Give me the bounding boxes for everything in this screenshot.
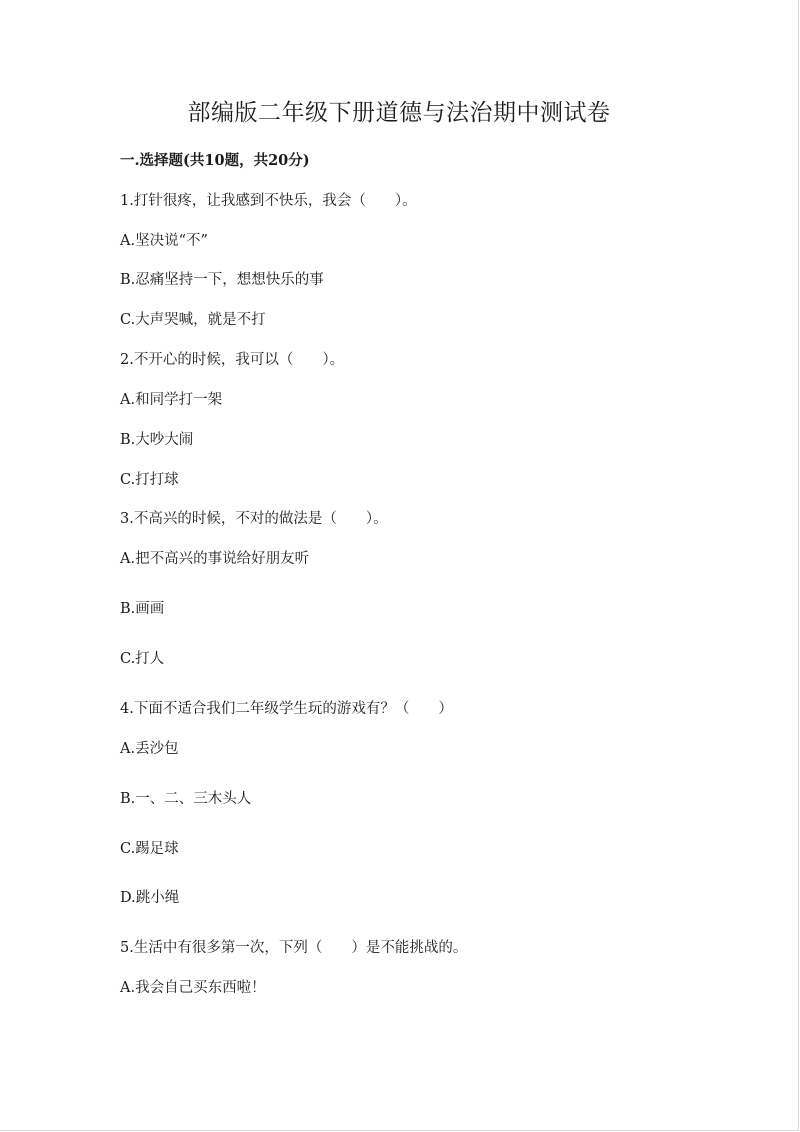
question-1-option-a: A.坚决说“不” <box>120 233 208 249</box>
question-1-stem: 1.打针很疼，让我感到不快乐，我会（ ）。 <box>120 193 417 209</box>
question-4-option-d: D.跳小绳 <box>120 890 180 906</box>
question-3-stem: 3.不高兴的时候，不对的做法是（ ）。 <box>120 511 388 527</box>
question-1-option-b: B.忍痛坚持一下，想想快乐的事 <box>120 272 324 288</box>
question-2-option-c: C.打打球 <box>120 472 179 488</box>
question-4-stem: 4.下面不适合我们二年级学生玩的游戏有？（ ） <box>120 701 453 717</box>
question-3-option-b: B.画画 <box>120 601 165 617</box>
question-4-option-b: B.一、二、三木头人 <box>120 791 252 807</box>
question-4-option-a: A.丢沙包 <box>120 741 179 757</box>
question-5-stem: 5.生活中有很多第一次，下列（ ）是不能挑战的。 <box>120 940 468 956</box>
question-1-option-c: C.大声哭喊，就是不打 <box>120 312 266 328</box>
question-5-option-a: A.我会自己买东西啦！ <box>120 980 266 996</box>
document-title: 部编版二年级下册道德与法治期中测试卷 <box>187 100 611 126</box>
question-2-option-a: A.和同学打一架 <box>120 392 223 408</box>
question-4-option-c: C.踢足球 <box>120 841 179 857</box>
section-heading: 一.选择题(共10题，共20分) <box>120 152 310 169</box>
question-3-option-a: A.把不高兴的事说给好朋友听 <box>120 551 310 567</box>
question-2-option-b: B.大吵大闹 <box>120 432 194 448</box>
question-3-option-c: C.打人 <box>120 651 165 667</box>
question-2-stem: 2.不开心的时候，我可以（ ）。 <box>120 352 345 368</box>
